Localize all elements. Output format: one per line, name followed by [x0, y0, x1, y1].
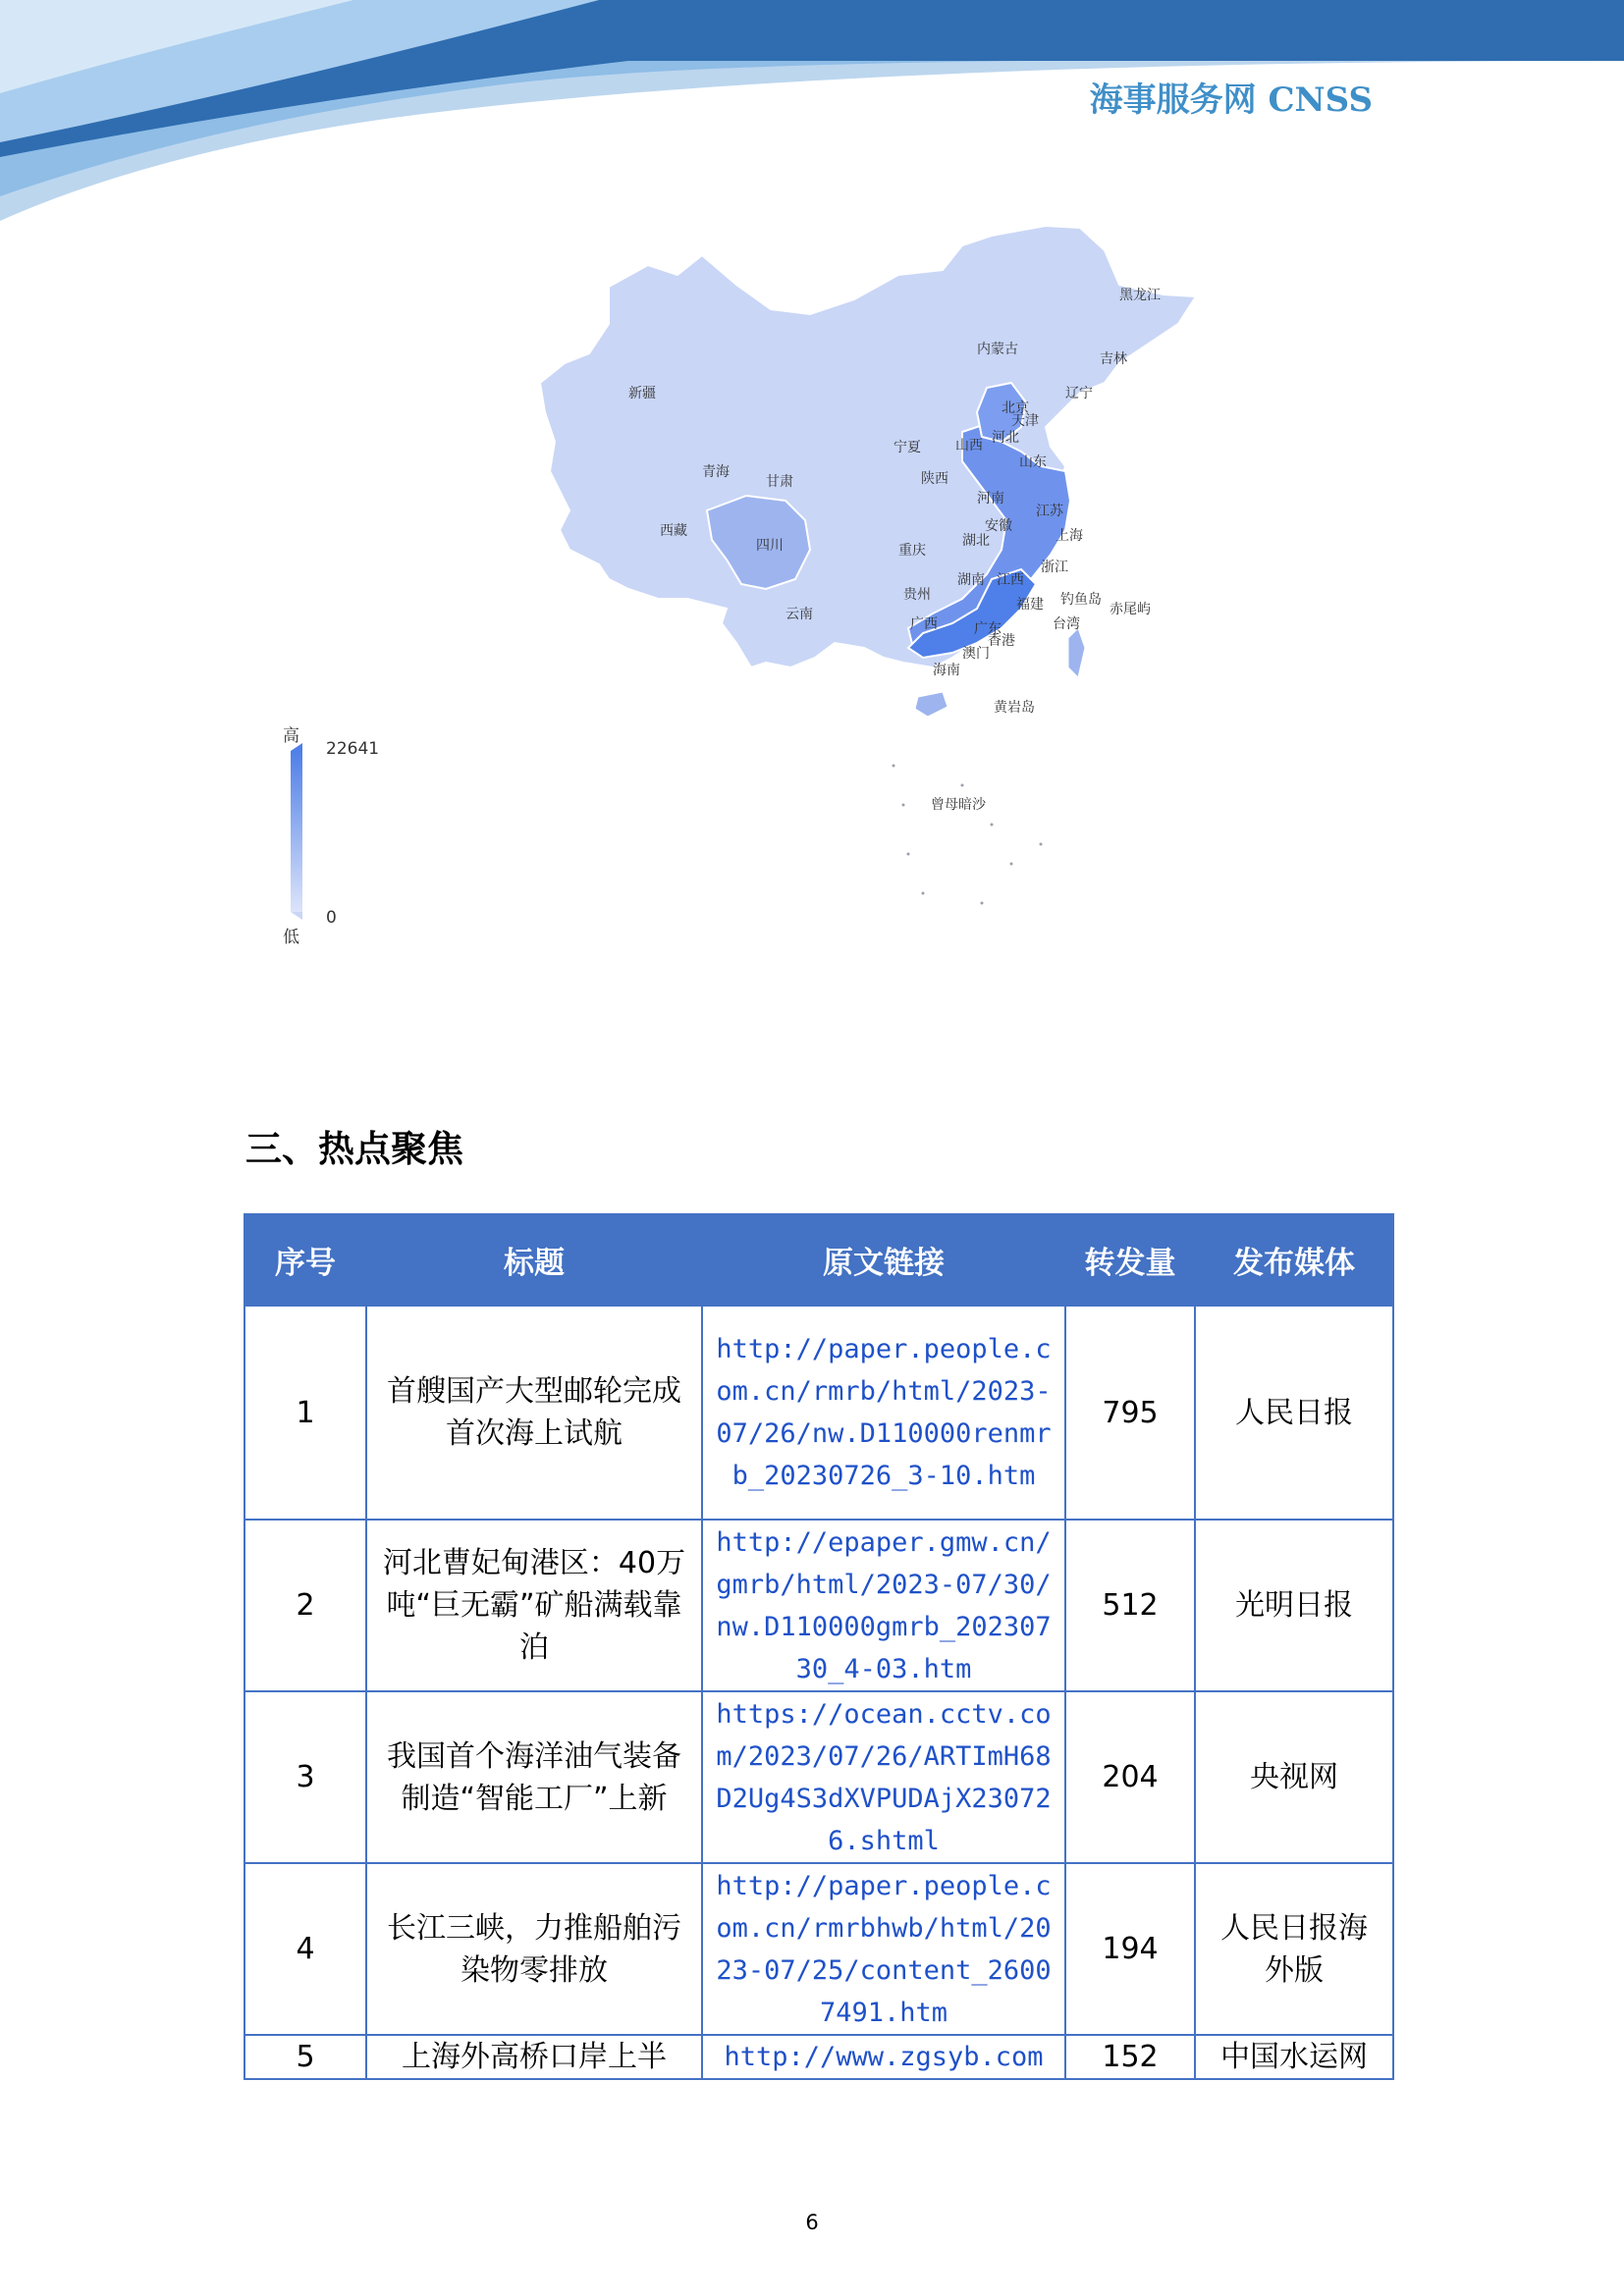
legend-low-handle[interactable] [291, 912, 302, 920]
province-label: 安徽 [985, 518, 1012, 534]
province-label: 青海 [702, 464, 730, 480]
row-title: 上海外高桥口岸上半 [366, 2035, 702, 2079]
province-label: 曾母暗沙 [931, 797, 986, 813]
row-count: 795 [1065, 1306, 1195, 1520]
province-label: 江苏 [1036, 504, 1063, 519]
header-index: 序号 [244, 1214, 366, 1306]
legend-low-label: 低 [283, 928, 299, 947]
row-title: 我国首个海洋油气装备制造“智能工厂”上新 [366, 1691, 702, 1863]
row-media: 人民日报 [1195, 1306, 1393, 1520]
row-index: 3 [244, 1691, 366, 1863]
header-count: 转发量 [1065, 1214, 1195, 1306]
map-region-hainan [915, 692, 947, 717]
table-row [244, 1306, 1393, 1520]
row-index: 4 [244, 1863, 366, 2035]
row-media: 央视网 [1195, 1691, 1393, 1863]
province-label: 西藏 [660, 523, 687, 539]
row-count: 152 [1065, 2035, 1195, 2079]
row-index: 2 [244, 1520, 366, 1691]
header-media: 发布媒体 [1195, 1214, 1393, 1306]
south-sea-islands [893, 765, 1043, 905]
row-link[interactable]: https://ocean.cctv.com/2023/07/26/ARTImH68D2Ug4S3dXVPUDAjX230726.shtml [702, 1691, 1065, 1863]
row-count: 204 [1065, 1691, 1195, 1863]
province-label: 福建 [1016, 597, 1044, 613]
province-label: 澳门 [962, 646, 990, 662]
page-number: 6 [805, 2211, 819, 2234]
table-row [244, 1691, 1393, 1863]
hotspot-table [244, 1213, 1394, 2080]
province-label: 河南 [977, 491, 1004, 507]
province-label: 山西 [955, 438, 983, 454]
province-label: 台湾 [1053, 616, 1080, 632]
map-legend [275, 721, 432, 947]
province-label: 山东 [1019, 454, 1047, 470]
map-region-taiwan [1068, 628, 1085, 677]
header-title: 标题 [366, 1214, 702, 1306]
map-svg [530, 216, 1218, 942]
province-label: 香港 [988, 633, 1015, 649]
province-label: 河北 [992, 430, 1019, 446]
row-link[interactable]: http://paper.people.com.cn/rmrb/html/2023-07/26/nw.D110000renmrb_20230726_3-10.htm [702, 1306, 1065, 1520]
table-row [244, 2035, 1393, 2079]
table-row [244, 1863, 1393, 2035]
province-label: 广西 [910, 616, 938, 632]
row-index: 5 [244, 2035, 366, 2079]
row-link[interactable]: http://epaper.gmw.cn/gmrb/html/2023-07/30/nw.D110000gmrb_20230730_4-03.htm [702, 1520, 1065, 1691]
row-media: 光明日报 [1195, 1520, 1393, 1691]
row-title: 首艘国产大型邮轮完成首次海上试航 [366, 1306, 702, 1520]
legend-high-handle[interactable] [291, 743, 302, 751]
province-label: 湖北 [962, 533, 990, 549]
province-label: 新疆 [628, 386, 656, 401]
province-label: 甘肃 [766, 474, 793, 490]
row-title: 长江三峡，力推船舶污染物零排放 [366, 1863, 702, 2035]
province-label: 宁夏 [893, 440, 921, 455]
province-label: 重庆 [898, 543, 926, 559]
province-label: 吉林 [1100, 351, 1127, 367]
row-count: 194 [1065, 1863, 1195, 2035]
row-title: 河北曹妃甸港区：40万吨“巨无霸”矿船满载靠泊 [366, 1520, 702, 1691]
row-count: 512 [1065, 1520, 1195, 1691]
province-label: 天津 [1011, 413, 1039, 429]
province-label: 北京 [1001, 400, 1029, 416]
province-label: 内蒙古 [977, 342, 1018, 357]
province-label: 黑龙江 [1119, 288, 1161, 303]
province-label: 湖南 [957, 572, 985, 588]
row-index: 1 [244, 1306, 366, 1520]
province-label: 赤尾屿 [1110, 602, 1151, 617]
brand-title: 海事服务网 CNSS [1089, 80, 1373, 120]
row-media: 中国水运网 [1195, 2035, 1393, 2079]
legend-high-label: 高 [283, 726, 299, 746]
table-header-row [244, 1214, 1393, 1306]
province-label: 辽宁 [1065, 386, 1093, 401]
row-media: 人民日报海外版 [1195, 1863, 1393, 2035]
legend-gradient-bar [285, 743, 310, 922]
legend-min-value: 0 [326, 908, 337, 928]
province-label: 黄岩岛 [994, 700, 1035, 716]
row-link[interactable]: http://www.zgsyb.com [702, 2035, 1065, 2079]
province-label: 钓鱼岛 [1060, 592, 1102, 608]
province-label: 陕西 [921, 471, 948, 487]
row-link[interactable]: http://paper.people.com.cn/rmrbhwb/html/2023-07/25/content_26007491.htm [702, 1863, 1065, 2035]
legend-max-value: 22641 [326, 739, 380, 759]
province-label: 海南 [933, 663, 960, 678]
header-link: 原文链接 [702, 1214, 1065, 1306]
china-heat-map [530, 216, 1218, 942]
province-label: 贵州 [903, 587, 931, 603]
province-label: 江西 [997, 572, 1024, 588]
province-label: 上海 [1056, 528, 1083, 544]
table-row [244, 1520, 1393, 1691]
province-label: 浙江 [1041, 560, 1068, 575]
province-label: 云南 [785, 607, 813, 622]
province-label: 四川 [756, 538, 784, 554]
province-label: 广东 [974, 621, 1001, 637]
section-title: 三、热点聚焦 [245, 1128, 463, 1170]
